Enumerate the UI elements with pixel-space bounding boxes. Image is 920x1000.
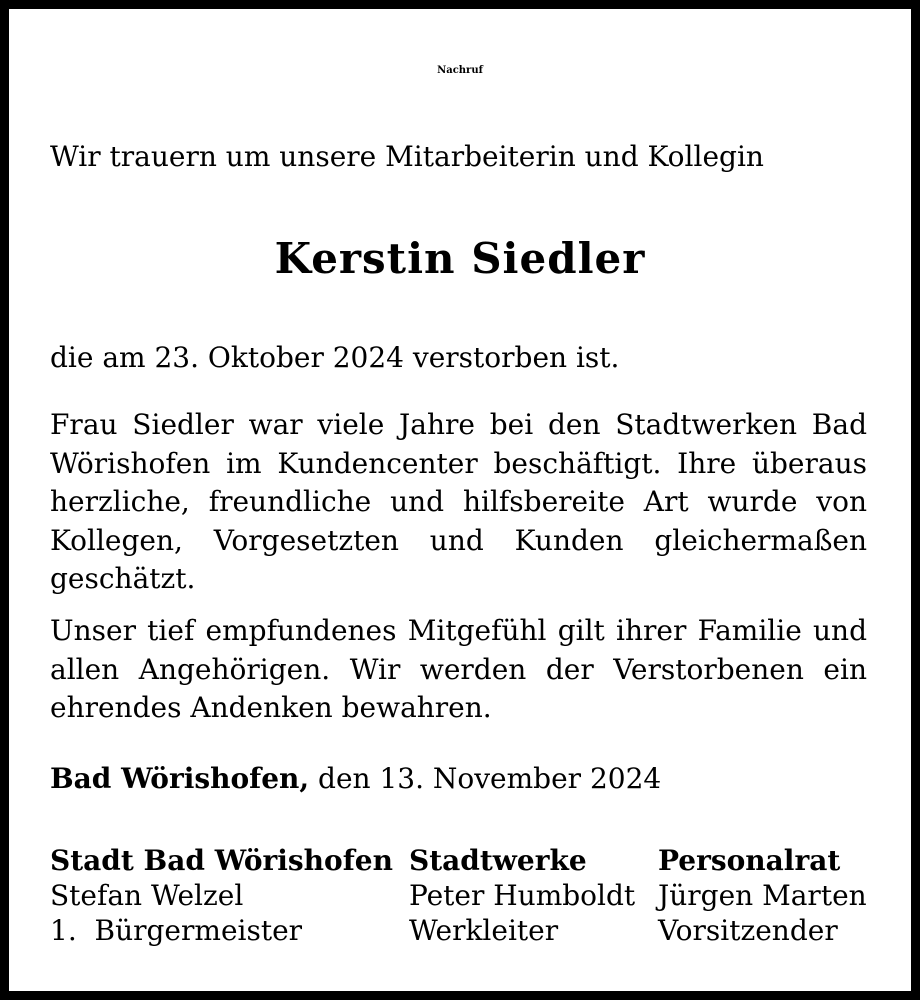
signature-organization: Stadt Bad Wörishofen (50, 844, 393, 877)
place: Bad Wörishofen, (50, 762, 310, 795)
signature-organization: Personalrat (658, 844, 841, 877)
date-text: den 13. November 2024 (309, 762, 662, 795)
signature-block-utilities (409, 843, 635, 948)
signature-organization: Stadtwerke (409, 844, 587, 877)
signature-block-staff-council (658, 843, 867, 948)
signature-person: Jürgen Marten (658, 879, 867, 912)
intro-line: Wir trauern um unsere Mitarbeiterin und Kollegin (50, 140, 764, 173)
paragraph-tribute: Frau Siedler war viele Jahre bei den Stadtwerken Bad Wörishofen im Kundencenter beschäftigt. Ihre überaus herzliche, freundliche und hilfsbereite Art wurde von Kollegen, Vorgesetzten und Kunden gleichermaßen geschätzt. (50, 408, 867, 595)
signature-person: Stefan Welzel (50, 879, 244, 912)
signature-role: Vorsitzender (658, 914, 838, 947)
signature-role: 1. Bürgermeister (50, 914, 303, 947)
death-date-line: die am 23. Oktober 2024 verstorben ist. (50, 341, 620, 374)
notice-heading: Nachruf (437, 65, 483, 76)
deceased-name: Kerstin Siedler (274, 234, 646, 283)
paragraph-condolence: Unser tief empfundenes Mitgefühl gilt ihrer Familie und allen Angehörigen. Wir werden der Verstorbenen ein ehrendes Andenken bewahren. (50, 614, 867, 724)
signature-person: Peter Humboldt (409, 879, 636, 912)
signature-role: Werkleiter (409, 914, 559, 947)
place-date-line (50, 760, 661, 798)
signature-block-city (50, 843, 393, 948)
